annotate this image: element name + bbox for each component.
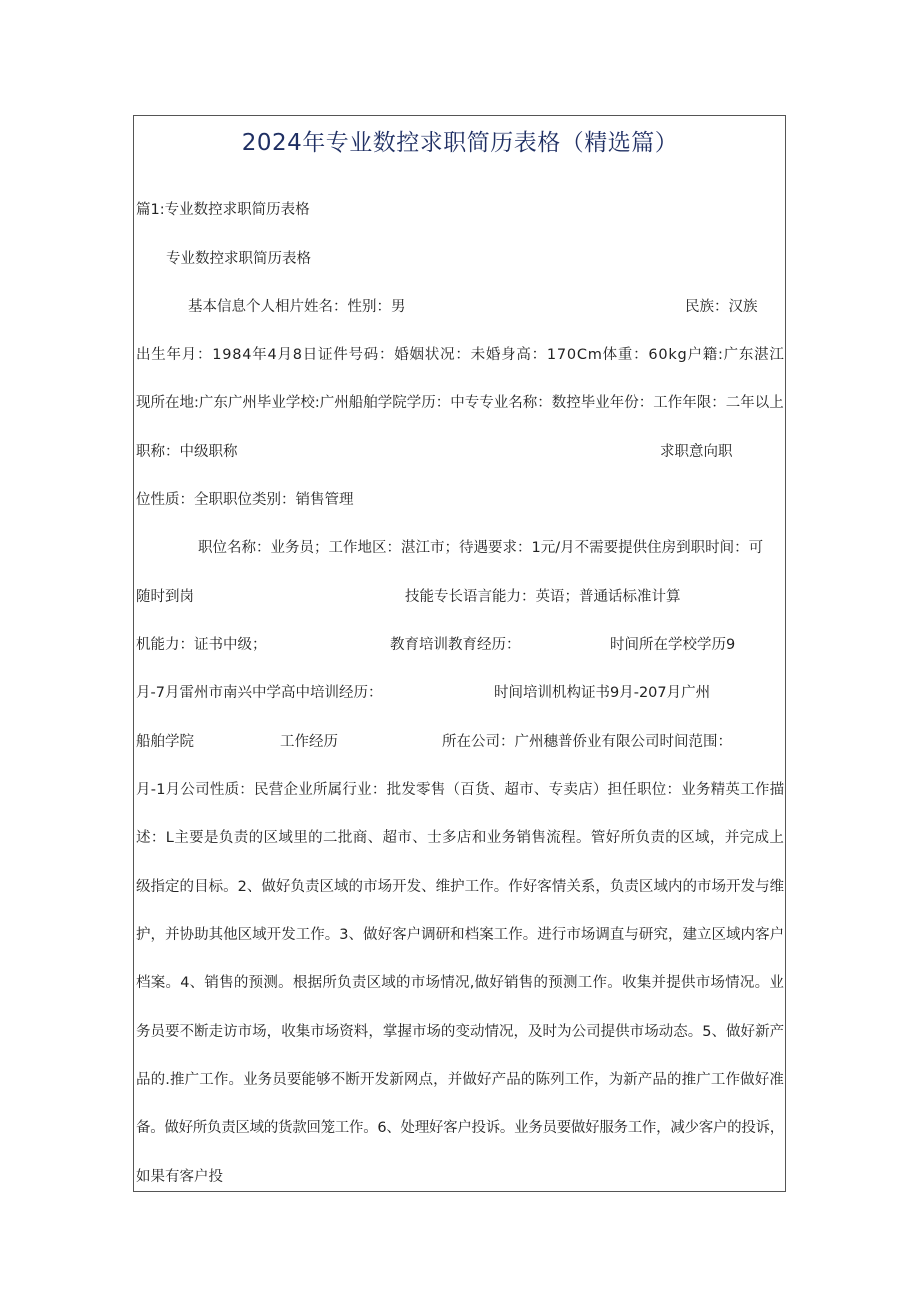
sub-title: 专业数控求职简历表格 xyxy=(166,251,311,267)
section-label: 篇1:专业数控求职简历表格 xyxy=(136,202,310,218)
education-columns: 时间所在学校学历9 xyxy=(610,637,736,653)
job-line: 职位名称：业务员；工作地区：湛江市；待遇要求：1元/月不需要提供住房到职时间：可 xyxy=(198,540,764,556)
last-line: 如果有客户投 xyxy=(136,1169,223,1185)
birth-line xyxy=(136,345,784,365)
education-left: 月-7月雷州市南兴中学高中培训经历： xyxy=(136,685,383,701)
company-line: 所在公司：广州穗普侨业有限公司时间范围： xyxy=(442,734,732,750)
basic-info-left: 基本信息个人相片姓名：性别：男 xyxy=(188,299,406,315)
birth-line-text: 出生年月：1984年4月8日证件号码：婚姻状况：未婚身高：170Cm体重：60kg户籍:广东湛江 xyxy=(136,347,785,363)
education-right: 时间培训机构证书9月-207月广州 xyxy=(494,685,711,701)
position-nature: 位性质：全职职位类别：销售管理 xyxy=(136,492,354,508)
body-line-text: 档案。4、销售的预测。根据所负责区域的市场情况,做好销售的预测工作。收集并提供市场情况。业 xyxy=(136,975,785,991)
basic-info-right: 民族：汉族 xyxy=(685,299,758,315)
body-line xyxy=(136,828,784,848)
body-line-text: 护，并协助其他区域开发工作。3、做好客户调研和档案工作。进行市场调直与研究，建立区域内客户 xyxy=(136,927,785,943)
body-line-text: 务员要不断走访市场，收集市场资料，掌握市场的变动情况，及时为公司提供市场动态。5、做好新产 xyxy=(136,1024,785,1040)
body-line-text: 品的.推广工作。业务员要能够不断开发新网点，并做好产品的陈列工作，为新产品的推广工作做好准 xyxy=(136,1072,785,1088)
job-title-left: 职称：中级职称 xyxy=(136,444,238,460)
body-line xyxy=(136,780,784,800)
body-line-text: 月-1月公司性质：民营企业所属行业：批发零售（百货、超市、专卖店）担任职位：业务精英工作描 xyxy=(136,782,785,798)
body-line-text: 级指定的目标。2、做好负责区域的市场开发、维护工作。作好客情关系，负责区域内的市场开发与维 xyxy=(136,879,785,895)
body-line xyxy=(136,1022,784,1042)
body-line xyxy=(136,973,784,993)
page-title: 2024年专业数控求职简历表格（精选篇） xyxy=(241,130,679,156)
body-line xyxy=(136,877,784,897)
body-line-text: 备。做好所负责区域的货款回笼工作。6、处理好客户投诉。业务员要做好服务工作，减少客户的投诉， xyxy=(136,1120,784,1136)
work-heading: 工作经历 xyxy=(280,734,338,750)
computer-skill: 机能力：证书中级； xyxy=(136,637,267,653)
arrive-left: 随时到岗 xyxy=(136,589,194,605)
arrive-right: 技能专长语言能力：英语；普通话标准计算 xyxy=(405,589,681,605)
location-line xyxy=(136,393,784,413)
body-line xyxy=(136,925,784,945)
body-line xyxy=(136,1118,784,1138)
body-line xyxy=(136,1070,784,1090)
job-title-right: 求职意向职 xyxy=(660,444,733,460)
ship-college: 船舶学院 xyxy=(136,734,194,750)
location-line-text: 现所在地:广东广州毕业学校:广州船舶学院学历：中专专业名称：数控毕业年份：工作年限：二年以上 xyxy=(136,395,784,411)
education-heading: 教育培训教育经历： xyxy=(390,637,521,653)
body-line-text: 述：L主要是负责的区域里的二批商、超市、士多店和业务销售流程。管好所负责的区域，并完成上 xyxy=(136,830,785,846)
